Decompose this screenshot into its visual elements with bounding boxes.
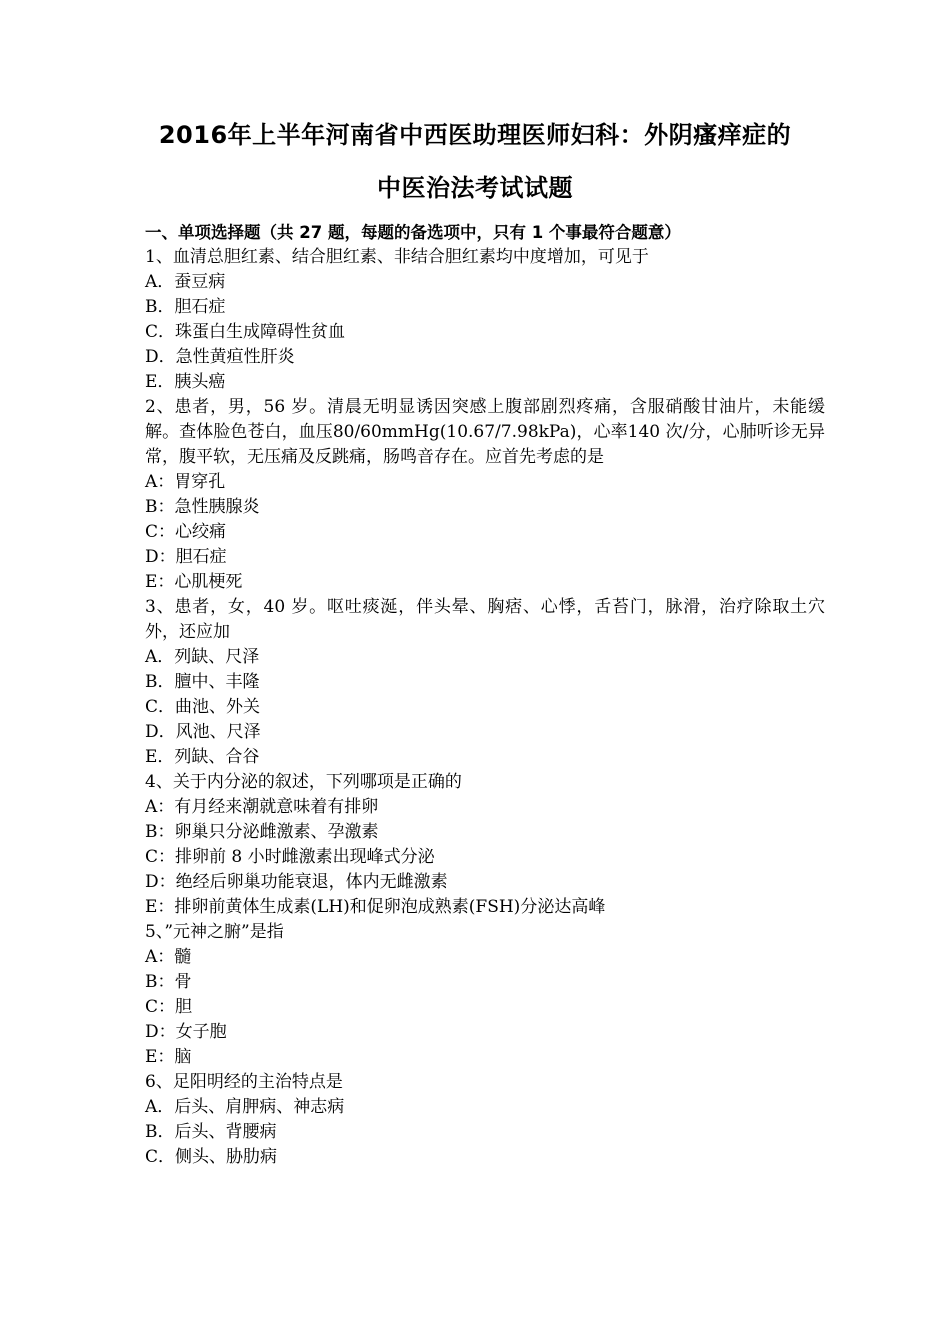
- question-4-stem: 4、关于内分泌的叙述，下列哪项是正确的: [145, 772, 462, 792]
- question-1-option-b: B．胆石症: [145, 297, 226, 317]
- question-2-stem: 2、患者，男，56 岁。清晨无明显诱因突感上腹部剧烈疼痛，含服硝酸甘油片，未能缓解。查体脸色苍白，血压80/60mmHg(10.67/7.98kPa)，心率140 次/分，心肺听诊无异常，腹平软，无压痛及反跳痛，肠鸣音存在。应首先考虑的是: [145, 397, 825, 467]
- question-1-option-e: E．胰头癌: [145, 372, 226, 392]
- document-title-line-2: 中医治法考试试题: [377, 174, 573, 202]
- question-3-option-a: A．列缺、尺泽: [145, 647, 260, 667]
- question-3-option-d: D．风池、尺泽: [145, 722, 261, 742]
- question-1-option-d: D．急性黄疸性肝炎: [145, 347, 295, 367]
- question-3-option-e: E．列缺、合谷: [145, 747, 260, 767]
- question-5-option-d: D：女子胞: [145, 1022, 227, 1042]
- question-4-option-e: E：排卵前黄体生成素(LH)和促卵泡成熟素(FSH)分泌达高峰: [145, 897, 606, 917]
- question-6-option-c: C．侧头、胁肋病: [145, 1147, 278, 1167]
- question-4-option-a: A：有月经来潮就意味着有排卵: [145, 797, 379, 817]
- question-5-option-c: C：胆: [145, 997, 193, 1017]
- section-heading: 一、单项选择题（共 27 题，每题的备选项中，只有 1 个事最符合题意）: [145, 223, 681, 242]
- question-5-option-a: A：髓: [145, 947, 192, 967]
- question-5-stem: 5、”元神之腑”是指: [145, 922, 284, 942]
- question-2-option-a: A：胃穿孔: [145, 472, 226, 492]
- question-6-option-b: B．后头、背腰病: [145, 1122, 277, 1142]
- question-2-option-d: D：胆石症: [145, 547, 227, 567]
- question-6-option-a: A．后头、肩胛病、神志病: [145, 1097, 345, 1117]
- question-6-stem: 6、足阳明经的主治特点是: [145, 1072, 343, 1092]
- question-3-stem: 3、患者，女，40 岁。呕吐痰涎，伴头晕、胸痞、心悸，舌苔门，脉滑，治疗除取土穴外，还应加: [145, 597, 825, 642]
- question-5-option-b: B：骨: [145, 972, 192, 992]
- question-4-option-d: D：绝经后卵巢功能衰退，体内无雌激素: [145, 872, 448, 892]
- question-3-option-c: C．曲池、外关: [145, 697, 261, 717]
- question-5-option-e: E：脑: [145, 1047, 192, 1067]
- question-1-option-c: C．珠蛋白生成障碍性贫血: [145, 322, 346, 342]
- question-2-option-e: E：心肌梗死: [145, 572, 243, 592]
- question-2-option-b: B：急性胰腺炎: [145, 497, 260, 517]
- question-4-option-b: B：卵巢只分泌雌激素、孕激素: [145, 822, 379, 842]
- question-4-option-c: C：排卵前 8 小时雌激素出现峰式分泌: [145, 847, 435, 867]
- question-3-option-b: B．膻中、丰隆: [145, 672, 260, 692]
- document-title-line-1: 2016年上半年河南省中西医助理医师妇科：外阴瘙痒症的: [158, 121, 792, 149]
- question-1-stem: 1、血清总胆红素、结合胆红素、非结合胆红素均中度增加，可见于: [145, 247, 649, 267]
- question-2-option-c: C：心绞痛: [145, 522, 227, 542]
- question-1-option-a: A．蚕豆病: [145, 272, 226, 292]
- document-body: [145, 220, 825, 1170]
